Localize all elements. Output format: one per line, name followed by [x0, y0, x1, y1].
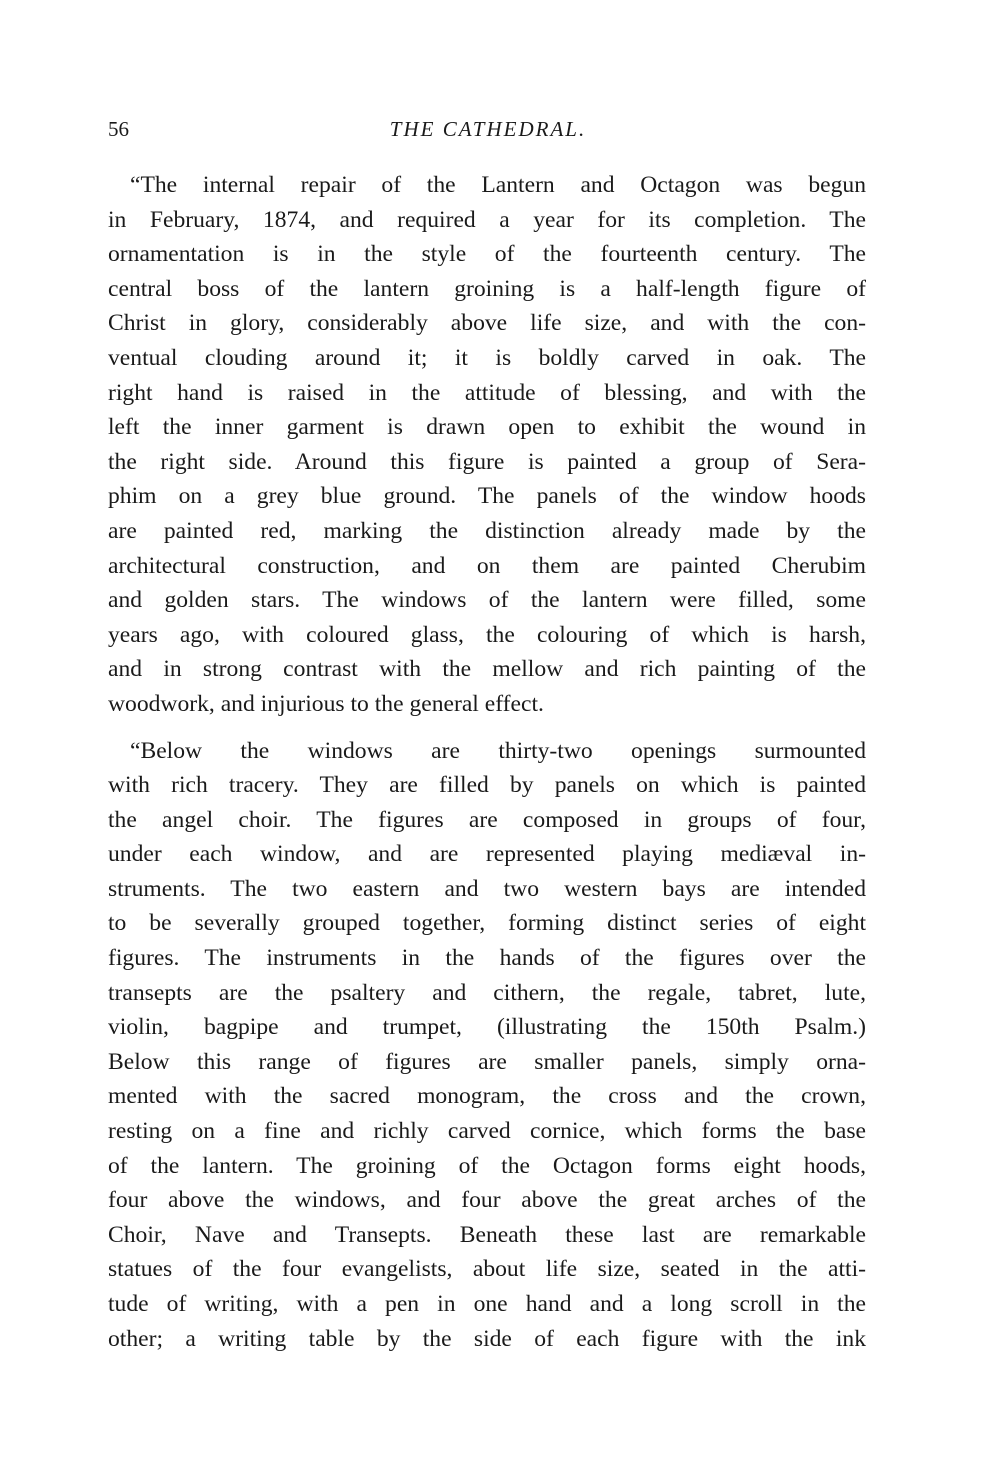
- paragraph-2: [108, 734, 866, 1357]
- text-line: violin, bagpipe and trumpet, (illustrating the 150th Psalm.): [108, 1014, 866, 1041]
- text-line: figures. The instruments in the hands of the figures over the: [108, 945, 866, 972]
- text-line: tude of writing, with a pen in one hand and a long scroll in the: [108, 1291, 866, 1317]
- text-line: Below this range of figures are smaller panels, simply orna-: [108, 1048, 866, 1075]
- text-line: left the inner garment is drawn open to exhibit the wound in: [108, 414, 866, 441]
- text-line: ornamentation is in the style of the fourteenth century. The: [108, 241, 866, 268]
- text-line: phim on a grey blue ground. The panels of the window hoods: [108, 483, 866, 510]
- text-line: to be severally grouped together, forming distinct series of eight: [108, 910, 866, 937]
- text-line: statues of the four evangelists, about life size, seated in the atti-: [108, 1256, 866, 1283]
- text-line: “Below the windows are thirty-two openings surmounted: [130, 737, 866, 764]
- text-line: architectural construction, and on them are painted Cherubim: [108, 552, 866, 579]
- page-number: 56: [108, 117, 129, 141]
- text-line: in February, 1874, and required a year for its completion. The: [108, 206, 866, 233]
- text-line: four above the windows, and four above the great arches of the: [108, 1187, 866, 1214]
- text-line: under each window, and are represented playing mediæval in-: [108, 841, 866, 868]
- text-line: resting on a fine and richly carved cornice, which forms the base: [108, 1118, 866, 1145]
- text-line: and golden stars. The windows of the lantern were filled, some: [108, 587, 866, 614]
- text-line: “The internal repair of the Lantern and Octagon was begun: [130, 172, 866, 198]
- text-line: Choir, Nave and Transepts. Beneath these last are remarkable: [108, 1221, 866, 1248]
- text-line: Christ in glory, considerably above life size, and with the con-: [108, 310, 866, 337]
- text-line: central boss of the lantern groining is a half-length figure of: [108, 275, 866, 302]
- running-head: [108, 117, 868, 147]
- text-line: transepts are the psaltery and cithern, the regale, tabret, lute,: [108, 979, 866, 1006]
- text-line: with rich tracery. They are filled by panels on which is painted: [108, 772, 866, 799]
- paragraph-gap: [108, 722, 866, 734]
- text-line: are painted red, marking the distinction already made by the: [108, 517, 866, 544]
- text-line: right hand is raised in the attitude of blessing, and with the: [108, 379, 866, 406]
- text-line: of the lantern. The groining of the Octagon forms eight hoods,: [108, 1152, 866, 1179]
- text-line: and in strong contrast with the mellow and rich painting of the: [108, 656, 866, 683]
- text-line: years ago, with coloured glass, the colouring of which is harsh,: [108, 621, 866, 648]
- text-line: woodwork, and injurious to the general effect.: [108, 690, 544, 717]
- body-text: [108, 168, 866, 1356]
- text-line: mented with the sacred monogram, the cross and the crown,: [108, 1083, 866, 1110]
- text-line: struments. The two eastern and two western bays are intended: [108, 875, 866, 902]
- paragraph-1: [108, 168, 866, 722]
- running-title: THE CATHEDRAL.: [389, 117, 587, 141]
- text-line: other; a writing table by the side of each figure with the ink: [108, 1325, 866, 1352]
- text-line: the right side. Around this figure is painted a group of Sera-: [108, 448, 866, 475]
- text-line: the angel choir. The figures are composed in groups of four,: [108, 806, 866, 833]
- text-line: ventual clouding around it; it is boldly carved in oak. The: [108, 344, 866, 371]
